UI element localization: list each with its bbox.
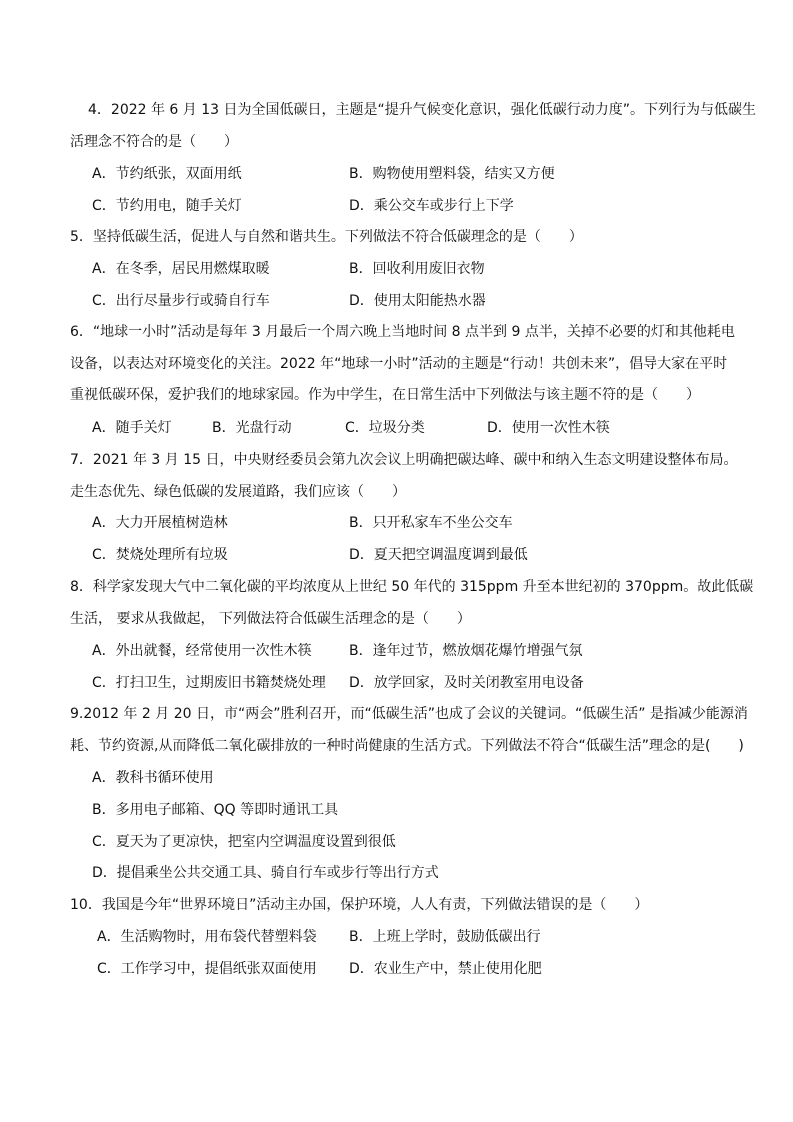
question-10-option-b: B．上班上学时，鼓励低碳出行 bbox=[349, 929, 541, 945]
question-8-option-a: A．外出就餐，经常使用一次性木筷 bbox=[92, 643, 312, 659]
question-7-line-1: 7．2021 年 3 月 15 日，中央财经委员会第九次会议上明确把碳达峰、碳中和纳入生态文明建设整体布局。 bbox=[70, 452, 738, 468]
question-6-option-c: C．垃圾分类 bbox=[345, 420, 425, 436]
question-6-line-1: 6．“地球一小时”活动是每年 3 月最后一个周六晚上当地时间 8 点半到 9 点半，关掉不必要的灯和其他耗电 bbox=[70, 324, 735, 340]
question-6-line-3: 重视低碳环保，爱护我们的地球家园。作为中学生，在日常生活中下列做法与该主题不符的是（ ） bbox=[70, 387, 700, 403]
question-10-option-d: D．农业生产中，禁止使用化肥 bbox=[349, 961, 542, 977]
question-4-line-1: 4．2022 年 6 月 13 日为全国低碳日，主题是“提升气候变化意识，强化低碳行动力度”。下列行为与低碳生 bbox=[88, 102, 757, 118]
question-10-line-1: 10．我国是今年“世界环境日”活动主办国，保护环境，人人有责，下列做法错误的是（ ） bbox=[70, 897, 649, 913]
question-4-option-a: A．节约纸张，双面用纸 bbox=[92, 166, 242, 182]
question-5-option-c: C．出行尽量步行或骑自行车 bbox=[92, 293, 270, 309]
question-6-option-d: D．使用一次性木筷 bbox=[487, 420, 610, 436]
question-9-line-2: 耗、节约资源,从而降低二氧化碳排放的一种时尚健康的生活方式。下列做法不符合“低碳生活”理念的是( ) bbox=[70, 738, 744, 754]
question-9-option-c: C．夏天为了更凉快，把室内空调温度设置到很低 bbox=[92, 834, 396, 850]
question-9-option-d: D．提倡乘坐公共交通工具、骑自行车或步行等出行方式 bbox=[92, 865, 439, 881]
question-7-option-c: C．焚烧处理所有垃圾 bbox=[92, 547, 228, 563]
question-4-option-b: B．购物使用塑料袋，结实又方便 bbox=[349, 166, 555, 182]
question-4-option-c: C．节约用电，随手关灯 bbox=[92, 198, 242, 214]
question-8-option-c: C．打扫卫生，过期废旧书籍焚烧处理 bbox=[92, 675, 326, 691]
question-7-option-d: D．夏天把空调温度调到最低 bbox=[349, 547, 528, 563]
question-5-line-1: 5．坚持低碳生活，促进人与自然和谐共生。下列做法不符合低碳理念的是（ ） bbox=[70, 229, 583, 245]
question-10-option-a: A．生活购物时，用布袋代替塑料袋 bbox=[97, 929, 317, 945]
question-6-option-b: B．光盘行动 bbox=[212, 420, 292, 436]
question-9-line-1: 9.2012 年 2 月 20 日，市“两会”胜利召开，而“低碳生活”也成了会议的关键词。“低碳生活” 是指减少能源消 bbox=[70, 706, 748, 722]
question-9-option-a: A．教科书循环使用 bbox=[92, 770, 214, 786]
question-8-option-d: D．放学回家，及时关闭教室用电设备 bbox=[349, 675, 584, 691]
question-7-option-a: A．大力开展植树造林 bbox=[92, 515, 228, 531]
question-7-option-b: B．只开私家车不坐公交车 bbox=[349, 515, 513, 531]
question-6-option-a: A．随手关灯 bbox=[92, 420, 172, 436]
question-8-line-2: 生活， 要求从我做起， 下列做法符合低碳生活理念的是（ ） bbox=[70, 611, 471, 627]
question-6-line-2: 设备，以表达对环境变化的关注。2022 年“地球一小时”活动的主题是“行动！共创未来”，倡导大家在平时 bbox=[70, 356, 728, 372]
question-5-option-a: A．在冬季，居民用燃煤取暖 bbox=[92, 261, 270, 277]
question-5-option-b: B．回收利用废旧衣物 bbox=[349, 261, 485, 277]
question-5-option-d: D．使用太阳能热水器 bbox=[349, 293, 486, 309]
question-4-line-2: 活理念不符合的是（ ） bbox=[70, 134, 238, 150]
question-8-line-1: 8．科学家发现大气中二氧化碳的平均浓度从上世纪 50 年代的 315ppm 升至本世纪初的 370ppm。故此低碳 bbox=[70, 579, 754, 595]
question-7-line-2: 走生态优先、绿色低碳的发展道路，我们应该（ ） bbox=[70, 484, 406, 500]
question-4-option-d: D．乘公交车或步行上下学 bbox=[349, 198, 514, 214]
question-8-option-b: B．逢年过节，燃放烟花爆竹增强气氛 bbox=[349, 643, 583, 659]
question-10-option-c: C．工作学习中，提倡纸张双面使用 bbox=[97, 961, 317, 977]
question-9-option-b: B．多用电子邮箱、QQ 等即时通讯工具 bbox=[92, 802, 339, 818]
